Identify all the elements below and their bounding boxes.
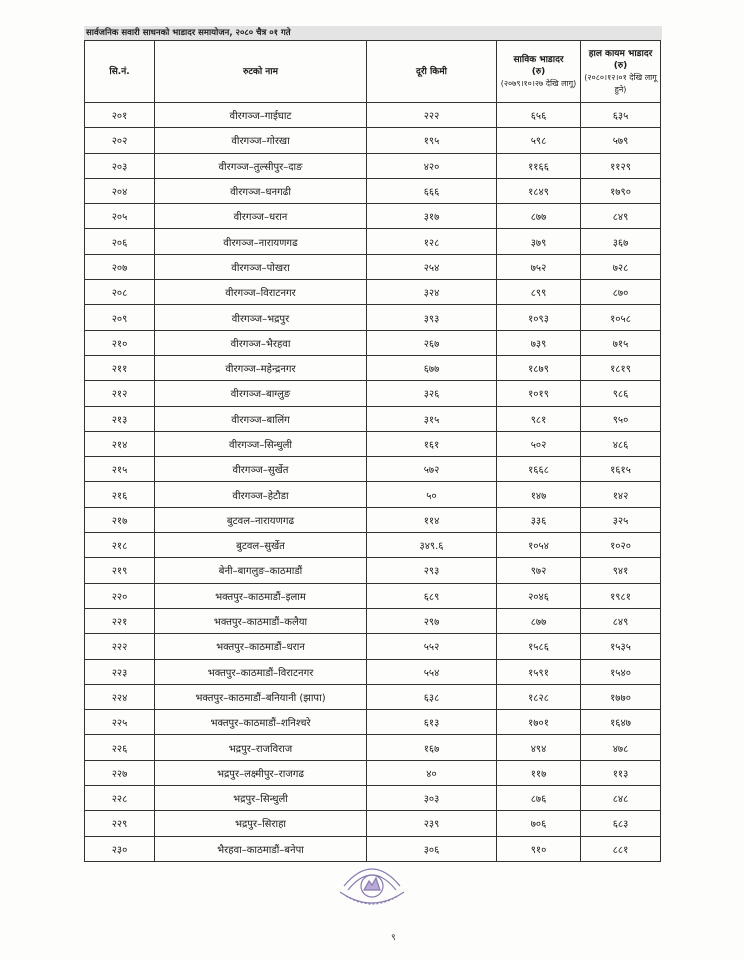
cell-old-fare: ५९८ bbox=[497, 128, 581, 153]
cell-old-fare: ३७९ bbox=[497, 229, 581, 254]
cell-old-fare: १४७ bbox=[497, 482, 581, 507]
cell-new-fare: ८४९ bbox=[581, 608, 661, 633]
cell-route: वीरगञ्ज–भैरहवा bbox=[155, 330, 367, 355]
cell-route: भक्तपुर–काठमाडौं–इलाम bbox=[155, 583, 367, 608]
cell-distance: ४० bbox=[367, 760, 497, 785]
table-row bbox=[85, 280, 661, 305]
table-row bbox=[85, 482, 661, 507]
cell-new-fare: १७७० bbox=[581, 684, 661, 709]
cell-old-fare: १५९१ bbox=[497, 659, 581, 684]
cell-old-fare: ११६६ bbox=[497, 153, 581, 178]
cell-new-fare: १६१५ bbox=[581, 457, 661, 482]
cell-distance: १२८ bbox=[367, 229, 497, 254]
cell-distance: २३९ bbox=[367, 811, 497, 836]
cell-sn: २२२ bbox=[85, 634, 155, 659]
cell-old-fare: १८२८ bbox=[497, 684, 581, 709]
cell-distance: ६६६ bbox=[367, 178, 497, 203]
cell-new-fare: ९८६ bbox=[581, 381, 661, 406]
cell-old-fare: १५८६ bbox=[497, 634, 581, 659]
cell-route: वीरगञ्ज–सिन्धुली bbox=[155, 431, 367, 456]
cell-old-fare: १०५४ bbox=[497, 533, 581, 558]
cell-new-fare: १५३५ bbox=[581, 634, 661, 659]
cell-sn: २०३ bbox=[85, 153, 155, 178]
table-row bbox=[85, 710, 661, 735]
cell-sn: २१३ bbox=[85, 406, 155, 431]
table-row bbox=[85, 760, 661, 785]
cell-new-fare: १७९० bbox=[581, 178, 661, 203]
cell-sn: २२४ bbox=[85, 684, 155, 709]
cell-sn: २१२ bbox=[85, 381, 155, 406]
table-row bbox=[85, 406, 661, 431]
table-row bbox=[85, 381, 661, 406]
cell-old-fare: १०१९ bbox=[497, 381, 581, 406]
cell-sn: २१० bbox=[85, 330, 155, 355]
cell-sn: २१९ bbox=[85, 558, 155, 583]
table-row bbox=[85, 634, 661, 659]
cell-route: वीरगञ्ज–गाईघाट bbox=[155, 103, 367, 128]
cell-route: भद्रपुर–सिन्धुली bbox=[155, 786, 367, 811]
table-row bbox=[85, 735, 661, 760]
cell-distance: ६७७ bbox=[367, 355, 497, 380]
cell-sn: २१८ bbox=[85, 533, 155, 558]
cell-old-fare: ७५२ bbox=[497, 254, 581, 279]
cell-distance: ३९३ bbox=[367, 305, 497, 330]
cell-sn: २१७ bbox=[85, 507, 155, 532]
cell-route: बेनी–बागलुङ–काठमाडौं bbox=[155, 558, 367, 583]
cell-route: वीरगञ्ज–तुल्सीपुर–दाङ bbox=[155, 153, 367, 178]
cell-route: भद्रपुर–राजविराज bbox=[155, 735, 367, 760]
cell-route: वीरगञ्ज–धरान bbox=[155, 204, 367, 229]
old-fare-unit: (रु) bbox=[531, 66, 546, 77]
cell-new-fare: ४७८ bbox=[581, 735, 661, 760]
cell-distance: ५५२ bbox=[367, 634, 497, 659]
cell-sn: २१५ bbox=[85, 457, 155, 482]
cell-sn: २२९ bbox=[85, 811, 155, 836]
cell-old-fare: १६६८ bbox=[497, 457, 581, 482]
cell-distance: ४२० bbox=[367, 153, 497, 178]
table-row bbox=[85, 684, 661, 709]
cell-sn: २०८ bbox=[85, 280, 155, 305]
cell-old-fare: ३३६ bbox=[497, 507, 581, 532]
table-row bbox=[85, 431, 661, 456]
cell-route: वीरगञ्ज–महेन्द्रनगर bbox=[155, 355, 367, 380]
cell-distance: ३०३ bbox=[367, 786, 497, 811]
table-row bbox=[85, 659, 661, 684]
table-row bbox=[85, 786, 661, 811]
cell-new-fare: १८१९ bbox=[581, 355, 661, 380]
cell-route: वीरगञ्ज–भद्रपुर bbox=[155, 305, 367, 330]
cell-distance: १६७ bbox=[367, 735, 497, 760]
cell-sn: २०७ bbox=[85, 254, 155, 279]
cell-route: वीरगञ्ज–विराटनगर bbox=[155, 280, 367, 305]
cell-route: भक्तपुर–काठमाडौं–बनियानी (झापा) bbox=[155, 684, 367, 709]
table-row bbox=[85, 178, 661, 203]
cell-old-fare: १८७९ bbox=[497, 355, 581, 380]
cell-new-fare: ७२८ bbox=[581, 254, 661, 279]
cell-sn: २१४ bbox=[85, 431, 155, 456]
old-fare-note: (२०७९।१०।२७ देखि लागू) bbox=[500, 78, 577, 88]
col-header-new-fare bbox=[581, 41, 661, 103]
cell-distance: २२२ bbox=[367, 103, 497, 128]
cell-sn: २०४ bbox=[85, 178, 155, 203]
cell-distance: ६१३ bbox=[367, 710, 497, 735]
cell-old-fare: १७०१ bbox=[497, 710, 581, 735]
cell-old-fare: ६५६ bbox=[497, 103, 581, 128]
table-row bbox=[85, 583, 661, 608]
cell-new-fare: १९८१ bbox=[581, 583, 661, 608]
cell-old-fare: ७३९ bbox=[497, 330, 581, 355]
cell-new-fare: ९४१ bbox=[581, 558, 661, 583]
cell-old-fare: ९७२ bbox=[497, 558, 581, 583]
cell-old-fare: ४९४ bbox=[497, 735, 581, 760]
cell-old-fare: ८९९ bbox=[497, 280, 581, 305]
cell-route: वीरगञ्ज–नारायणगढ bbox=[155, 229, 367, 254]
cell-distance: २६७ bbox=[367, 330, 497, 355]
col-header-route: रुटको नाम bbox=[155, 41, 367, 103]
table-header-row bbox=[85, 41, 661, 103]
cell-route: भैरहवा–काठमाडौं–बनेपा bbox=[155, 836, 367, 861]
cell-distance: ५० bbox=[367, 482, 497, 507]
cell-sn: २२१ bbox=[85, 608, 155, 633]
cell-new-fare: १६४७ bbox=[581, 710, 661, 735]
cell-sn: २०१ bbox=[85, 103, 155, 128]
cell-distance: ३२६ bbox=[367, 381, 497, 406]
cell-new-fare: १५४० bbox=[581, 659, 661, 684]
cell-route: भक्तपुर–काठमाडौं–विराटनगर bbox=[155, 659, 367, 684]
government-seal-icon bbox=[334, 856, 410, 910]
cell-sn: २२६ bbox=[85, 735, 155, 760]
cell-route: वीरगञ्ज–पोखरा bbox=[155, 254, 367, 279]
cell-route: भक्तपुर–काठमाडौं–कलैया bbox=[155, 608, 367, 633]
cell-route: भद्रपुर–सिराहा bbox=[155, 811, 367, 836]
cell-sn: २१६ bbox=[85, 482, 155, 507]
cell-distance: ३१७ bbox=[367, 204, 497, 229]
col-header-old-fare bbox=[497, 41, 581, 103]
cell-route: वीरगञ्ज–धनगढी bbox=[155, 178, 367, 203]
cell-distance: ३४९.६ bbox=[367, 533, 497, 558]
cell-distance: ३१५ bbox=[367, 406, 497, 431]
old-fare-title: साविक भाडादर bbox=[513, 54, 564, 65]
cell-new-fare: ४८६ bbox=[581, 431, 661, 456]
table-row bbox=[85, 507, 661, 532]
cell-distance: २९७ bbox=[367, 608, 497, 633]
cell-route: बुटवल–सुर्खेत bbox=[155, 533, 367, 558]
cell-distance: ६८९ bbox=[367, 583, 497, 608]
cell-sn: २२० bbox=[85, 583, 155, 608]
cell-old-fare: १०९३ bbox=[497, 305, 581, 330]
cell-new-fare: ८४९ bbox=[581, 204, 661, 229]
fare-table-body bbox=[85, 103, 661, 862]
cell-new-fare: ३६७ bbox=[581, 229, 661, 254]
cell-new-fare: १४२ bbox=[581, 482, 661, 507]
table-row bbox=[85, 608, 661, 633]
table-row bbox=[85, 457, 661, 482]
table-row bbox=[85, 229, 661, 254]
table-row bbox=[85, 254, 661, 279]
cell-new-fare: ३२५ bbox=[581, 507, 661, 532]
cell-distance: १६१ bbox=[367, 431, 497, 456]
cell-old-fare: ११७ bbox=[497, 760, 581, 785]
table-row bbox=[85, 330, 661, 355]
cell-sn: २३० bbox=[85, 836, 155, 861]
cell-old-fare: ७०६ bbox=[497, 811, 581, 836]
cell-distance: ५७२ bbox=[367, 457, 497, 482]
cell-route: बुटवल–नारायणगढ bbox=[155, 507, 367, 532]
cell-old-fare: ९८१ bbox=[497, 406, 581, 431]
table-row bbox=[85, 558, 661, 583]
cell-sn: २२८ bbox=[85, 786, 155, 811]
cell-new-fare: ११२९ bbox=[581, 153, 661, 178]
cell-new-fare: ८७० bbox=[581, 280, 661, 305]
cell-new-fare: ७१५ bbox=[581, 330, 661, 355]
cell-new-fare: ११३ bbox=[581, 760, 661, 785]
new-fare-note: (२०८०।१२।०१ देखि लागू हुने) bbox=[584, 72, 657, 94]
cell-sn: २०५ bbox=[85, 204, 155, 229]
new-fare-title: हाल कायम भाडादर (रु) bbox=[588, 48, 653, 71]
cell-distance: २५४ bbox=[367, 254, 497, 279]
cell-old-fare: २०४६ bbox=[497, 583, 581, 608]
table-row bbox=[85, 153, 661, 178]
cell-distance: ५५४ bbox=[367, 659, 497, 684]
table-row bbox=[85, 103, 661, 128]
cell-distance: ३२४ bbox=[367, 280, 497, 305]
cell-new-fare: १०२० bbox=[581, 533, 661, 558]
cell-route: वीरगञ्ज–हेटौडा bbox=[155, 482, 367, 507]
cell-distance: ११४ bbox=[367, 507, 497, 532]
cell-route: वीरगञ्ज–सुर्खेत bbox=[155, 457, 367, 482]
cell-old-fare: ९१० bbox=[497, 836, 581, 861]
cell-route: भक्तपुर–काठमाडौं–धरान bbox=[155, 634, 367, 659]
cell-new-fare: ८८१ bbox=[581, 836, 661, 861]
cell-new-fare: ८४८ bbox=[581, 786, 661, 811]
cell-sn: २२७ bbox=[85, 760, 155, 785]
cell-sn: २०२ bbox=[85, 128, 155, 153]
col-header-distance: दूरी किमी bbox=[367, 41, 497, 103]
col-header-sn: सि.नं. bbox=[85, 41, 155, 103]
cell-new-fare: ५७९ bbox=[581, 128, 661, 153]
cell-old-fare: ५०२ bbox=[497, 431, 581, 456]
cell-sn: २११ bbox=[85, 355, 155, 380]
cell-old-fare: ८७७ bbox=[497, 608, 581, 633]
cell-route: वीरगञ्ज–बाग्लुङ bbox=[155, 381, 367, 406]
table-row bbox=[85, 355, 661, 380]
cell-sn: २०६ bbox=[85, 229, 155, 254]
table-row bbox=[85, 204, 661, 229]
cell-new-fare: ९५० bbox=[581, 406, 661, 431]
cell-sn: २२३ bbox=[85, 659, 155, 684]
document-header: सार्वजनिक सवारी साधनको भाडादर समायोजन, २०८० चैत्र ०१ गते bbox=[86, 28, 291, 38]
cell-old-fare: ८७६ bbox=[497, 786, 581, 811]
cell-route: वीरगञ्ज–गोरखा bbox=[155, 128, 367, 153]
cell-sn: २२५ bbox=[85, 710, 155, 735]
cell-old-fare: ८७७ bbox=[497, 204, 581, 229]
cell-distance: ६३८ bbox=[367, 684, 497, 709]
cell-old-fare: १८४९ bbox=[497, 178, 581, 203]
cell-distance: १९५ bbox=[367, 128, 497, 153]
cell-new-fare: ६८३ bbox=[581, 811, 661, 836]
cell-distance: २९३ bbox=[367, 558, 497, 583]
cell-new-fare: १०५८ bbox=[581, 305, 661, 330]
table-row bbox=[85, 811, 661, 836]
page-number: ९ bbox=[391, 933, 396, 943]
cell-route: भद्रपुर–लक्ष्मीपुर–राजगढ bbox=[155, 760, 367, 785]
cell-new-fare: ६३५ bbox=[581, 103, 661, 128]
table-row bbox=[85, 128, 661, 153]
table-row bbox=[85, 305, 661, 330]
cell-distance: ३०६ bbox=[367, 836, 497, 861]
fare-table bbox=[84, 40, 661, 862]
table-row bbox=[85, 533, 661, 558]
cell-route: वीरगञ्ज–बालिंग bbox=[155, 406, 367, 431]
cell-route: भक्तपुर–काठमाडौं–शनिश्चरे bbox=[155, 710, 367, 735]
cell-sn: २०९ bbox=[85, 305, 155, 330]
